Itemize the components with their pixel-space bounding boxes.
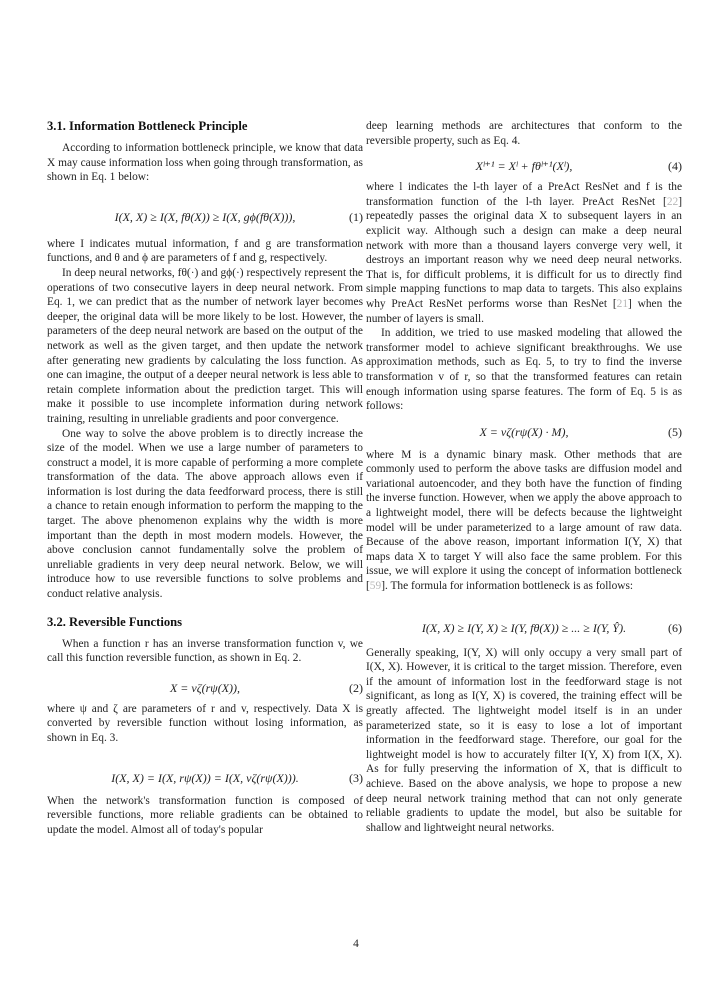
paragraph: According to information bottleneck principle, we know that data X may cause information loss when going through transformation, as shown in Eq. 1 below:	[47, 142, 363, 184]
left-column	[47, 118, 363, 837]
citation-link[interactable]: 21	[616, 297, 629, 310]
equation-6	[366, 620, 682, 636]
paragraph: where ψ and ζ are parameters of r and v, respectively. Data X is converted by reversible function without losing information, as shown in Eq. 3.	[47, 702, 363, 744]
equation-body: X = vζ(rψ(X)),	[169, 680, 241, 695]
paragraph: When a function r has an inverse transformation function v, we call this function reversible function, as shown in Eq. 2.	[47, 637, 363, 665]
paragraph: When the network's transformation function is composed of reversible functions, more reliable gradients can be obtained to update the model. Almost all of today's popular	[47, 794, 363, 836]
equation-number: (5)	[668, 424, 682, 439]
equation-body: I(X, X) = I(X, rψ(X)) = I(X, vζ(rψ(X))).	[111, 770, 299, 785]
paragraph: deep learning methods are architectures that conform to the reversible property, such as Eq. 4.	[366, 120, 682, 147]
paragraph: One way to solve the above problem is to directly increase the size of the model. When we use a large number of parameters to construct a model, it is more capable of performing a more complete transformation of the data. The above approach allows even if information is lost during the data feedforward process, there is still a chance to retain enough information to perform the mapping to the target. The above phenomenon explains why the width is more important than the depth in most modern models. However, the above conclusion cannot fundamentally solve the problem of unreliable gradients in very deep neural network. Below, we will introduce how to use reversible functions to solve problems and conduct relative analysis.	[47, 427, 363, 601]
paragraph	[366, 448, 682, 594]
text-run: where l indicates the l-th layer of a PreAct ResNet and f is the transformation function of the l-th layer. PreAct ResNet [	[366, 181, 682, 208]
right-column	[366, 119, 682, 835]
equation-2	[47, 680, 363, 696]
paragraph: In deep neural networks, fθ(·) and gϕ(·) respectively represent the operations of two consecutive layers in deep neural network. From Eq. 1, we can predict that as the number of network layer becomes deeper, the original data will be more likely to be lost. However, the parameters of the deep neural network are based on the output of the network as well as the given target, and then update the network after generating new gradients by calculating the loss function. As one can imagine, the output of a deeper neural network is less able to retain complete information about the prediction target. This will make it possible to use incomplete information during network training, resulting in unreliable gradients and poor convergence.	[47, 266, 363, 425]
citation-link[interactable]: 22	[666, 195, 679, 208]
equation-number: (4)	[668, 159, 682, 174]
paragraph: In addition, we tried to use masked modeling that allowed the transformer model to achieve significant breakthroughs. We use approximation methods, such as Eq. 5, to try to find the inverse transformation v of r, so that the transformed features can retain enough information using sparse features. The form of Eq. 5 is as follows:	[366, 327, 682, 413]
text-run: ] when the number of layers is small.	[366, 297, 682, 325]
equation-5	[366, 424, 682, 440]
section-heading-3-1: 3.1. Information Bottleneck Principle	[47, 119, 248, 133]
equation-number: (6)	[668, 620, 682, 635]
equation-body: X = vζ(rψ(X) · M),	[479, 424, 569, 439]
equation-1	[47, 209, 363, 225]
equation-number: (3)	[349, 770, 363, 785]
equation-3	[47, 770, 363, 786]
equation-body: I(X, X) ≥ I(Y, X) ≥ I(Y, fθ(X)) ≥ ... ≥ I(Y, Ŷ).	[421, 620, 627, 635]
page-number: 4	[353, 938, 359, 950]
citation-link[interactable]: 59	[369, 580, 382, 593]
paragraph: Generally speaking, I(Y, X) will only occupy a very small part of I(X, X). However, it is critical to the target mission. Therefore, even if the amount of information lost in the feedforward stage is not significant, as long as I(Y, X) is covered, the training effect will be greatly affected. The lightweight model itself is in an under parameterized state, so it is easy to lose a lot of important information in the feedforward stage. Therefore, our goal for the lightweight model is how to accurately filter I(Y, X) from I(X, X). As for fully preserving the information of X, that is difficult to achieve. Based on the above analysis, we hope to propose a new deep neural network training method that can not only generate reliable gradients to update the model, but also be suitable for shallow and lightweight neural networks.	[366, 646, 682, 834]
equation-number: (2)	[349, 680, 363, 695]
paragraph	[366, 180, 682, 326]
section-heading-3-2: 3.2. Reversible Functions	[47, 614, 183, 629]
paragraph: where I indicates mutual information, f and g are transformation functions, and θ and ϕ are parameters of f and g, respectively.	[47, 237, 363, 265]
equation-4	[366, 158, 682, 174]
equation-body: I(X, X) ≥ I(X, fθ(X)) ≥ I(X, gϕ(fθ(X))),	[114, 209, 296, 224]
text-run: ]. The formula for information bottleneck is as follows:	[381, 580, 634, 593]
equation-number: (1)	[349, 209, 363, 224]
text-run: where M is a dynamic binary mask. Other methods that are commonly used to perform the above tasks are diffusion model and variational autoencoder, and they both have the function of finding the inverse function. However, when we apply the above approach to a lightweight model, there will be defects because the lightweight model will be under parameterized to a large amount of raw data. Because of the above reason, important information I(Y, X) that maps data X to target Y will also face the same problem. For this issue, we will explore it using the concept of information bottleneck [	[366, 448, 682, 593]
equation-body: Xˡ⁺¹ = Xˡ + fθˡ⁺¹(Xˡ),	[475, 159, 573, 174]
text-run: ] repeatedly passes the original data X to subsequent layers in an explicit way. Although such a design can make a deep neural network with more than a thousand layers converge very well, it destroys an important reason why we need deep neural networks. That is, for difficult problems, it is difficult for us to directly find simple mapping functions to map data to targets. This also explains why PreAct ResNet performs worse than ResNet [	[366, 195, 682, 310]
